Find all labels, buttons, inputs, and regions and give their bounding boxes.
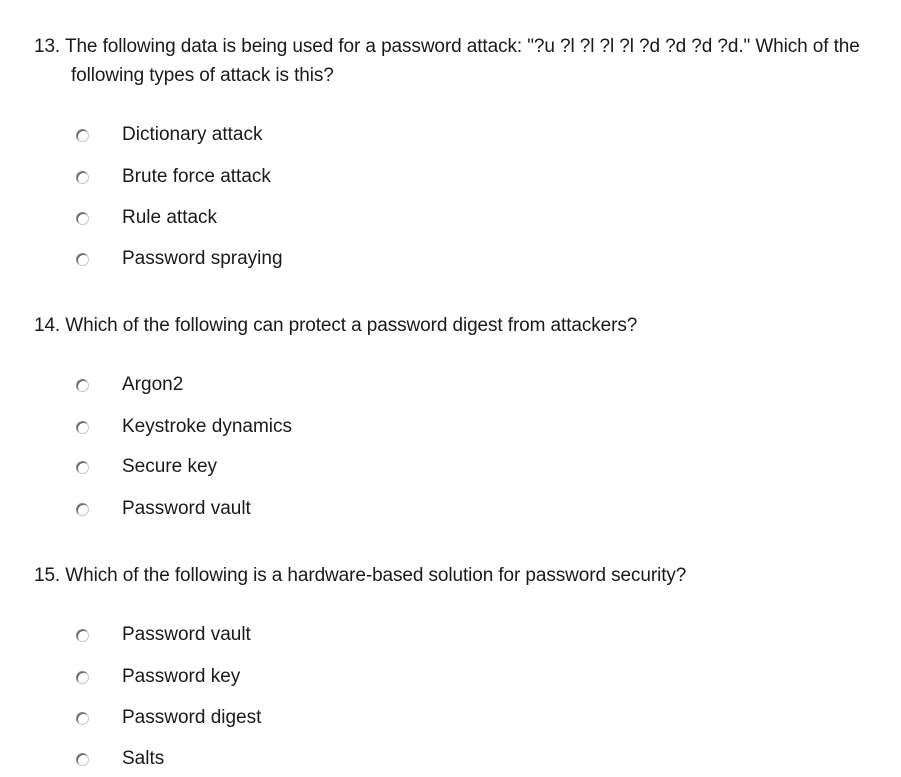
option-dictionary-attack[interactable] bbox=[76, 122, 262, 148]
option-secure-key[interactable] bbox=[76, 454, 217, 480]
option-password-key[interactable] bbox=[76, 664, 240, 690]
question-text: 13. The following data is being used for a password attack: "?u ?l ?l ?l ?l ?d ?d ?d ?d." Which of the following types of attack is this? bbox=[34, 36, 860, 86]
option-password-vault[interactable] bbox=[76, 622, 251, 648]
radio-button[interactable] bbox=[76, 712, 89, 725]
option-label: Password digest bbox=[122, 707, 262, 728]
radio-button[interactable] bbox=[76, 421, 89, 434]
option-brute-force-attack[interactable] bbox=[76, 164, 271, 190]
option-argon2[interactable] bbox=[76, 372, 183, 398]
option-label: Password vault bbox=[122, 498, 251, 519]
question-text: 15. Which of the following is a hardware-based solution for password security? bbox=[34, 565, 687, 586]
option-label: Argon2 bbox=[122, 374, 184, 395]
option-password-vault[interactable] bbox=[76, 496, 251, 522]
option-label: Password vault bbox=[122, 624, 251, 645]
question-13 bbox=[34, 32, 884, 90]
radio-button[interactable] bbox=[76, 171, 89, 184]
option-label: Rule attack bbox=[122, 207, 218, 228]
radio-button[interactable] bbox=[76, 461, 89, 474]
option-salts[interactable] bbox=[76, 746, 164, 772]
question-text: 14. Which of the following can protect a password digest from attackers? bbox=[34, 315, 638, 336]
radio-button[interactable] bbox=[76, 129, 89, 142]
radio-button[interactable] bbox=[76, 671, 89, 684]
option-label: Brute force attack bbox=[122, 166, 271, 187]
radio-button[interactable] bbox=[76, 253, 89, 266]
radio-button[interactable] bbox=[76, 379, 89, 392]
option-label: Secure key bbox=[122, 456, 218, 477]
radio-button[interactable] bbox=[76, 503, 89, 516]
option-password-spraying[interactable] bbox=[76, 246, 283, 272]
option-label: Dictionary attack bbox=[122, 124, 263, 145]
option-label: Password key bbox=[122, 666, 241, 687]
option-keystroke-dynamics[interactable] bbox=[76, 414, 292, 440]
option-label: Keystroke dynamics bbox=[122, 416, 293, 437]
question-14 bbox=[34, 311, 884, 340]
question-15 bbox=[34, 561, 884, 590]
option-password-digest[interactable] bbox=[76, 705, 261, 731]
option-label: Password spraying bbox=[122, 248, 283, 269]
radio-button[interactable] bbox=[76, 212, 89, 225]
option-rule-attack[interactable] bbox=[76, 205, 217, 231]
option-label: Salts bbox=[122, 748, 165, 769]
radio-button[interactable] bbox=[76, 753, 89, 766]
radio-button[interactable] bbox=[76, 629, 89, 642]
